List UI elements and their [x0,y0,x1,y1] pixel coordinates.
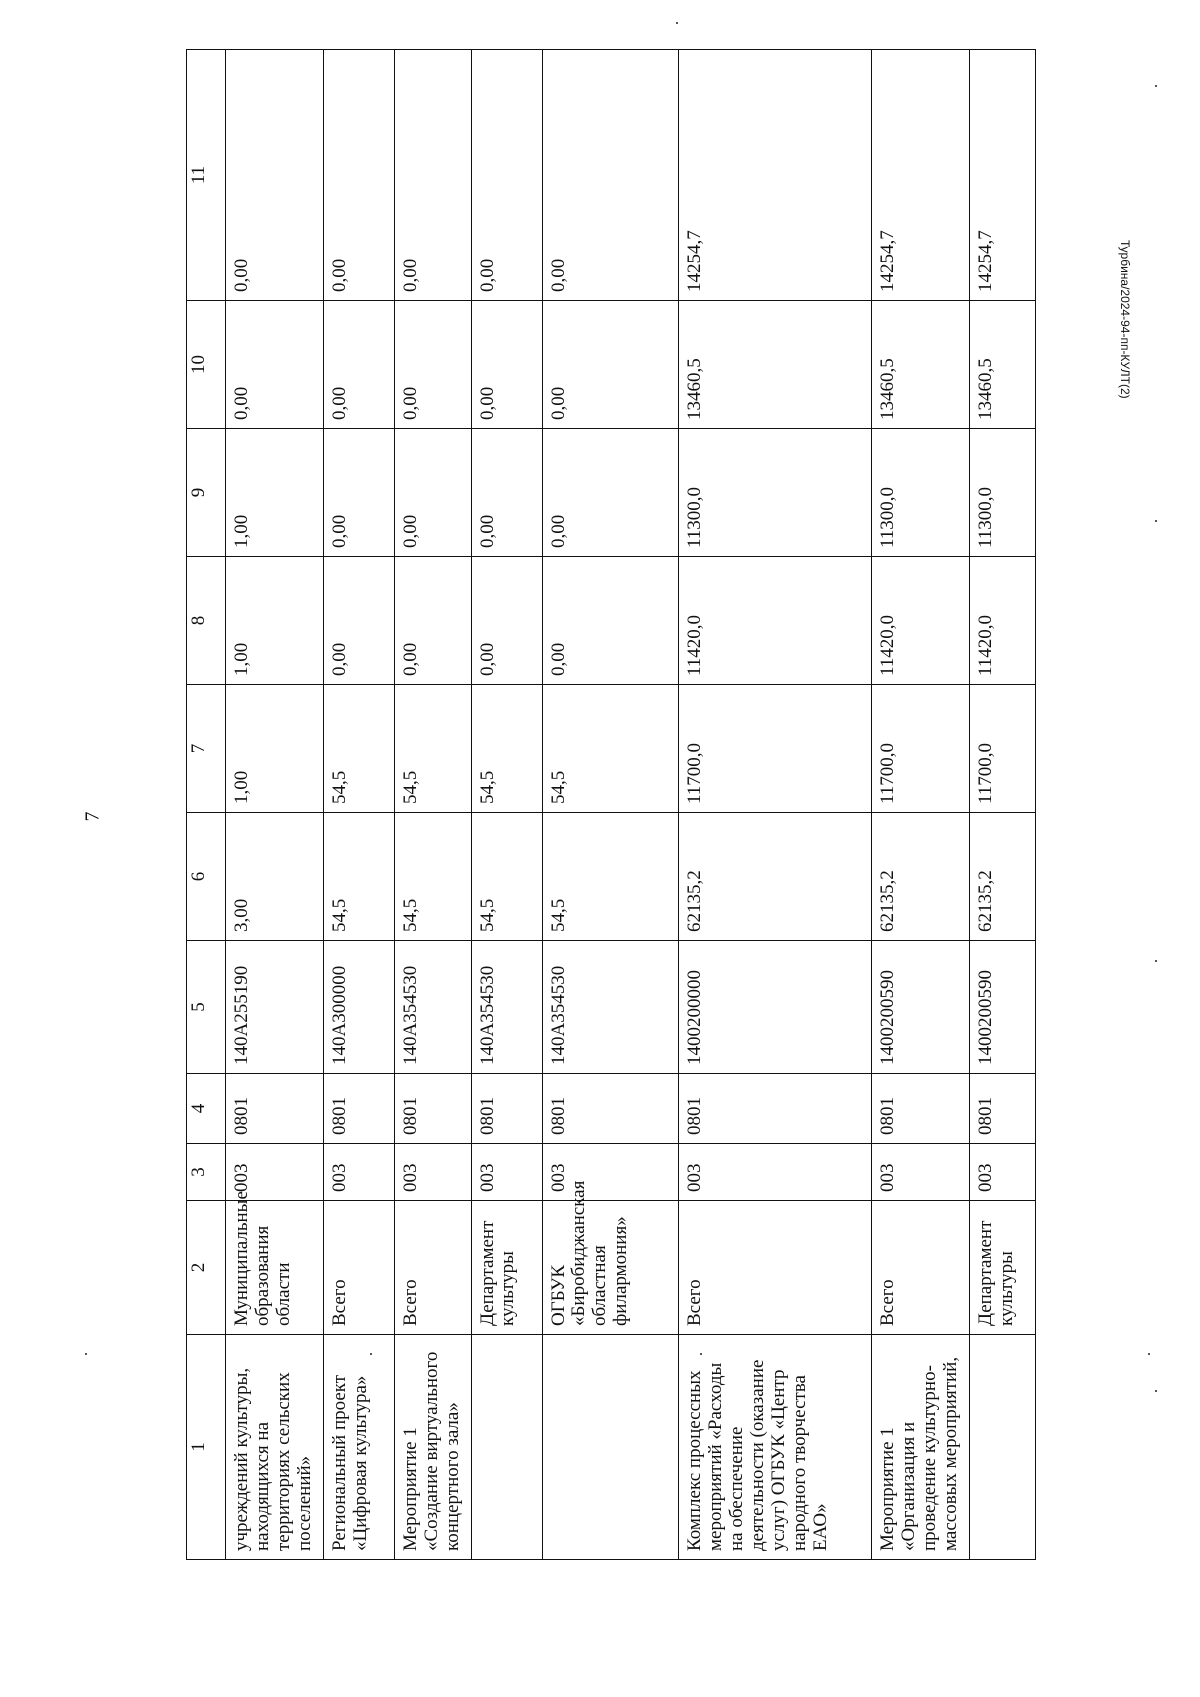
table-cell: 0,00 [471,50,542,301]
table-cell: 11700,0 [679,685,872,813]
column-header: 9 [187,429,226,557]
table-cell: 0801 [970,1074,1036,1144]
table-cell: 62135,2 [970,813,1036,941]
table-cell: 13460,5 [970,301,1036,429]
table-cell: 003 [542,1144,679,1201]
table-cell: 54,5 [394,685,471,813]
table-cell: 140А255190 [226,941,324,1074]
table-cell: 0,00 [471,301,542,429]
table-body [226,50,1036,1560]
table-cell: 1400200590 [970,941,1036,1074]
table-cell: 140А354530 [542,941,679,1074]
table-cell: 11300,0 [970,429,1036,557]
table-cell: 0,00 [226,301,324,429]
funding-table [186,49,1036,1560]
header-row [187,50,226,1560]
table-cell: 11300,0 [872,429,970,557]
scan-speck [676,22,678,24]
table-cell: 0801 [394,1074,471,1144]
table-cell: 1,00 [226,429,324,557]
table-cell: 11700,0 [872,685,970,813]
table-cell: ОГБУК «Биробиджанская областная филармония» [542,1201,679,1335]
table-cell: Всего [679,1201,872,1335]
table-cell [542,1335,679,1560]
table-cell: 13460,5 [872,301,970,429]
table-cell: 0,00 [542,557,679,685]
table-cell: Департамент культуры [970,1201,1036,1335]
scan-speck [1148,1353,1150,1355]
column-header: 4 [187,1074,226,1144]
footer-code: Турбина/2024-94-пп-КУЛТ(2) [1118,240,1132,399]
table-cell: 54,5 [471,813,542,941]
table-cell: Региональный проект «Цифровая культура» [323,1335,394,1560]
table-cell: 11420,0 [970,557,1036,685]
table-cell: 13460,5 [679,301,872,429]
table-cell: Департамент культуры [471,1201,542,1335]
table-cell: 0,00 [323,429,394,557]
table-row [872,50,970,1560]
table-cell: 0,00 [471,557,542,685]
table-cell: 0801 [679,1074,872,1144]
table-cell: Муниципальные образования области [226,1201,324,1335]
table-cell: 140А300000 [323,941,394,1074]
table-cell: 0,00 [394,301,471,429]
table-row [394,50,471,1560]
table-cell: 0,00 [542,429,679,557]
table-cell: 0801 [542,1074,679,1144]
table-cell: 003 [226,1144,324,1201]
table-cell: 0,00 [542,301,679,429]
table-cell: 11420,0 [679,557,872,685]
table-cell: 0801 [226,1074,324,1144]
table-cell: 140А354530 [471,941,542,1074]
table-row [471,50,542,1560]
page-number: 7 [81,811,104,822]
table-cell: 0801 [471,1074,542,1144]
column-header: 5 [187,941,226,1074]
column-header: 6 [187,813,226,941]
table-cell: 1,00 [226,557,324,685]
table-cell [471,1335,542,1560]
table-cell [970,1335,1036,1560]
column-header: 2 [187,1201,226,1335]
table-cell: 0,00 [542,50,679,301]
table-row [542,50,679,1560]
table-cell: 0,00 [226,50,324,301]
table-cell: 14254,7 [679,50,872,301]
table-cell: 11700,0 [970,685,1036,813]
table-cell: 0,00 [394,429,471,557]
table-cell: 54,5 [323,685,394,813]
table-cell: 0801 [872,1074,970,1144]
column-header: 1 [187,1335,226,1560]
column-header: 8 [187,557,226,685]
column-header: 11 [187,50,226,301]
table-cell: 003 [471,1144,542,1201]
table-cell: Мероприятие 1 «Создание виртуального концертного зала» [394,1335,471,1560]
table-cell: 0,00 [394,50,471,301]
table-cell: 54,5 [471,685,542,813]
table-cell: Всего [394,1201,471,1335]
table-cell: 1400200000 [679,941,872,1074]
table-cell: 0,00 [323,50,394,301]
table-cell: 0801 [323,1074,394,1144]
table-cell: 11420,0 [872,557,970,685]
table-cell: 003 [679,1144,872,1201]
scan-speck [1155,85,1157,87]
table-cell: 54,5 [323,813,394,941]
table-cell: 003 [872,1144,970,1201]
table-cell: 62135,2 [872,813,970,941]
table-row [323,50,394,1560]
scan-speck [1155,960,1157,962]
table-cell: 0,00 [323,557,394,685]
table-cell: Комплекс процессных мероприятий «Расходы на обеспечение деятельности (оказание услуг) ОГБУК «Центр народного творчества ЕАО» [679,1335,872,1560]
table-row [679,50,872,1560]
table-cell: 003 [323,1144,394,1201]
column-header: 3 [187,1144,226,1201]
table-row [226,50,324,1560]
rotated-table-wrapper [186,50,1036,1560]
table-cell: 0,00 [323,301,394,429]
table-cell: 11300,0 [679,429,872,557]
table-cell: Всего [872,1201,970,1335]
table-cell: 54,5 [542,813,679,941]
table-cell: 0,00 [471,429,542,557]
table-cell: учреждений культуры, находящихся на территориях сельских поселений» [226,1335,324,1560]
table-cell: 62135,2 [679,813,872,941]
table-cell: Всего [323,1201,394,1335]
table-cell: 1,00 [226,685,324,813]
column-header: 7 [187,685,226,813]
column-header: 10 [187,301,226,429]
table-cell: 0,00 [394,557,471,685]
table-cell: Мероприятие 1 «Организация и проведение культурно-массовых мероприятий, [872,1335,970,1560]
scan-speck [1155,1390,1157,1392]
table-cell: 14254,7 [872,50,970,301]
scan-speck [85,1353,87,1355]
table-cell: 140А354530 [394,941,471,1074]
table-cell: 3,00 [226,813,324,941]
table-row [970,50,1036,1560]
table-cell: 003 [970,1144,1036,1201]
table-cell: 1400200590 [872,941,970,1074]
table-cell: 14254,7 [970,50,1036,301]
table-cell: 003 [394,1144,471,1201]
table-cell: 54,5 [394,813,471,941]
table-cell: 54,5 [542,685,679,813]
scan-speck [1155,520,1157,522]
